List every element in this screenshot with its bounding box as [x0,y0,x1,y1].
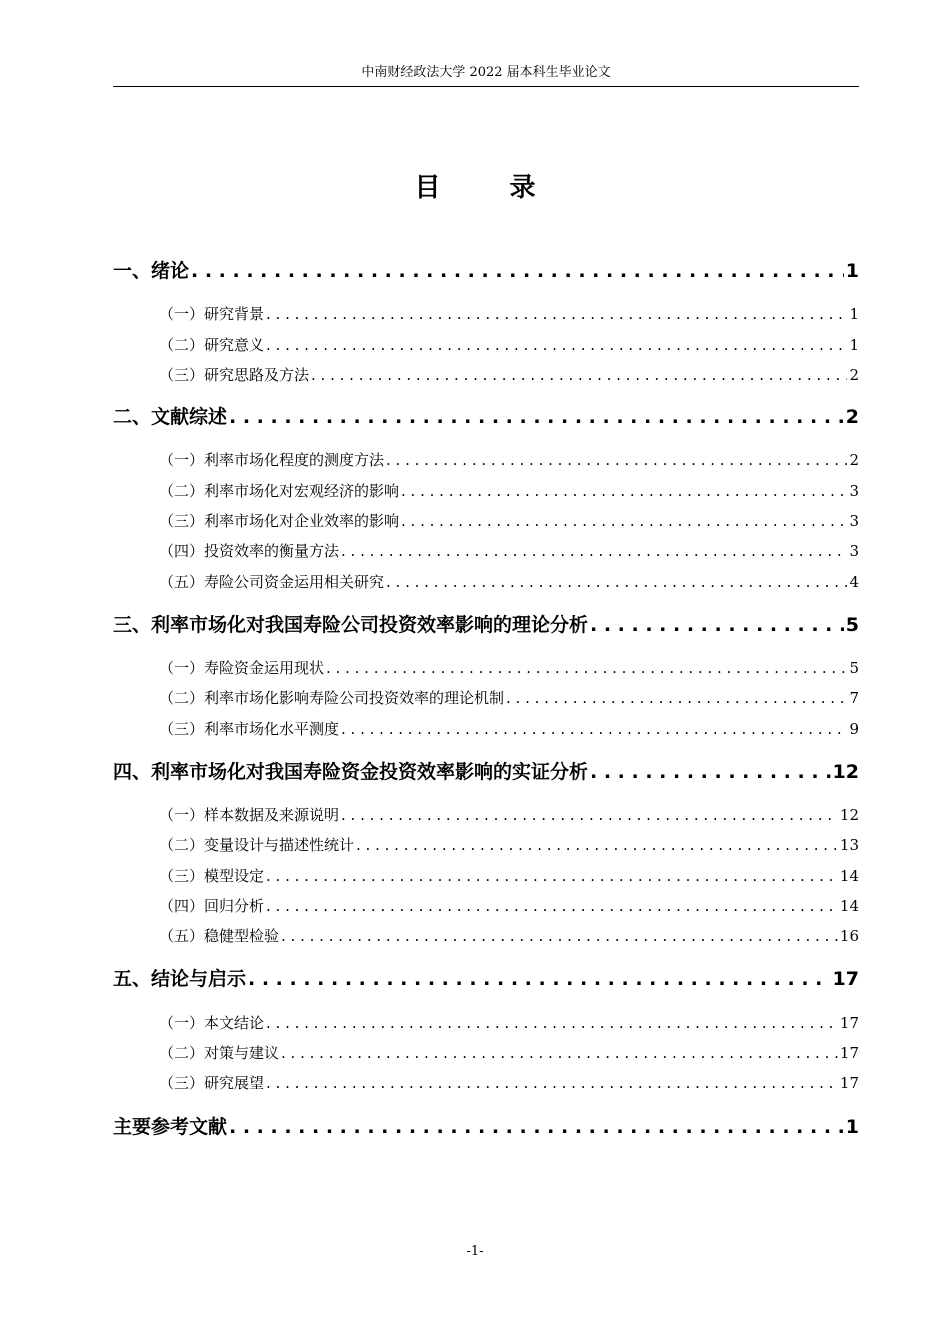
toc-entry-2-1[interactable] [159,448,859,472]
dot-leader [229,403,844,431]
toc-entry-label: （五）稳健型检验 [159,927,280,945]
toc-entry-page: 3 [849,542,859,560]
toc-entry-page: 3 [849,482,859,500]
toc-entry-2-5[interactable] [159,570,859,594]
toc-entry-page: 14 [839,867,859,885]
toc-entry-label: （二）研究意义 [159,336,265,354]
running-header: 中南财经政法大学 2022 届本科生毕业论文 [113,62,859,87]
toc-entry-page: 17 [832,968,859,990]
toc-entry-page: 17 [839,1014,859,1032]
page-number: -1- [466,1244,484,1259]
toc-entry-page: 3 [849,512,859,530]
dot-leader [341,539,847,563]
toc-entry-label: （三）利率市场化水平测度 [159,720,340,738]
toc-entry-ch1[interactable] [113,257,859,285]
toc-entry-page: 1 [845,1116,859,1138]
toc-entry-label: 一、绪论 [113,260,190,282]
toc-entry-4-2[interactable] [159,833,859,857]
dot-leader [326,656,847,680]
toc-entry-1-3[interactable] [159,363,859,387]
dot-leader [341,803,838,827]
dot-leader [229,1113,844,1141]
dot-leader [266,1011,838,1035]
dot-leader [590,611,844,639]
dot-leader [356,833,838,857]
dot-leader [248,965,831,993]
dot-leader [341,717,847,741]
toc-entry-3-3[interactable] [159,717,859,741]
dot-leader [266,333,847,357]
toc-entry-page: 17 [839,1074,859,1092]
toc-entry-label: （二）对策与建议 [159,1044,280,1062]
toc-entry-4-3[interactable] [159,864,859,888]
toc-entry-1-2[interactable] [159,333,859,357]
toc-entry-label: （一）本文结论 [159,1014,265,1032]
toc-entry-1-1[interactable] [159,302,859,326]
toc-entry-label: （二）变量设计与描述性统计 [159,836,355,854]
toc-entry-label: 五、结论与启示 [113,968,247,990]
toc-entry-label: （五）寿险公司资金运用相关研究 [159,573,385,591]
toc-entry-label: （四）投资效率的衡量方法 [159,542,340,560]
dot-leader [401,509,847,533]
dot-leader [506,686,847,710]
toc-entry-page: 14 [839,897,859,915]
dot-leader [311,363,847,387]
dot-leader [401,479,847,503]
toc-entry-2-4[interactable] [159,539,859,563]
toc-entry-label: （一）样本数据及来源说明 [159,806,340,824]
toc-entry-label: 主要参考文献 [113,1116,228,1138]
toc-entry-label: （一）研究背景 [159,305,265,323]
toc-entry-page: 5 [845,614,859,636]
dot-leader [266,1071,838,1095]
toc-entry-label: 四、利率市场化对我国寿险资金投资效率影响的实证分析 [113,761,589,783]
toc-entry-page: 2 [845,406,859,428]
toc-entry-ch5[interactable] [113,965,859,993]
dot-leader [266,864,838,888]
toc-entry-page: 1 [845,260,859,282]
dot-leader [386,570,847,594]
toc-entry-page: 2 [849,451,859,469]
toc-entry-label: （三）研究思路及方法 [159,366,310,384]
toc-entry-ch4[interactable] [113,758,859,786]
toc-entry-page: 2 [849,366,859,384]
toc-entry-label: （一）寿险资金运用现状 [159,659,325,677]
toc-entry-5-2[interactable] [159,1041,859,1065]
toc-entry-5-1[interactable] [159,1011,859,1035]
dot-leader [386,448,847,472]
toc-title: 目 录 [414,173,566,203]
dot-leader [281,924,838,948]
toc-entry-4-1[interactable] [159,803,859,827]
toc-entry-page: 16 [839,927,859,945]
toc-entry-ch3[interactable] [113,611,859,639]
toc-entry-3-2[interactable] [159,686,859,710]
toc-entry-5-3[interactable] [159,1071,859,1095]
dot-leader [266,894,838,918]
dot-leader [266,302,847,326]
toc-entry-label: （三）利率市场化对企业效率的影响 [159,512,400,530]
toc-entry-page: 1 [849,336,859,354]
toc-entry-label: （一）利率市场化程度的测度方法 [159,451,385,469]
toc-entry-label: （二）利率市场化影响寿险公司投资效率的理论机制 [159,689,505,707]
toc-entry-label: 三、利率市场化对我国寿险公司投资效率影响的理论分析 [113,614,589,636]
toc-entry-2-2[interactable] [159,479,859,503]
toc-entry-page: 9 [849,720,859,738]
toc-entry-page: 13 [839,836,859,854]
toc-entry-page: 12 [839,806,859,824]
toc-entry-label: 二、文献综述 [113,406,228,428]
toc-entry-4-5[interactable] [159,924,859,948]
toc-entry-4-4[interactable] [159,894,859,918]
toc-entry-page: 4 [849,573,859,591]
dot-leader [281,1041,838,1065]
dot-leader [191,257,844,285]
toc-entry-references[interactable] [113,1113,859,1141]
toc-entry-label: （四）回归分析 [159,897,265,915]
toc-entry-page: 1 [849,305,859,323]
toc-entry-page: 5 [849,659,859,677]
toc-entry-page: 17 [839,1044,859,1062]
toc-entry-3-1[interactable] [159,656,859,680]
toc-entry-page: 12 [832,761,859,783]
dot-leader [590,758,831,786]
toc-entry-ch2[interactable] [113,403,859,431]
toc-entry-label: （三）研究展望 [159,1074,265,1092]
toc-entry-2-3[interactable] [159,509,859,533]
toc-entry-label: （二）利率市场化对宏观经济的影响 [159,482,400,500]
toc-entry-label: （三）模型设定 [159,867,265,885]
toc-entry-page: 7 [849,689,859,707]
